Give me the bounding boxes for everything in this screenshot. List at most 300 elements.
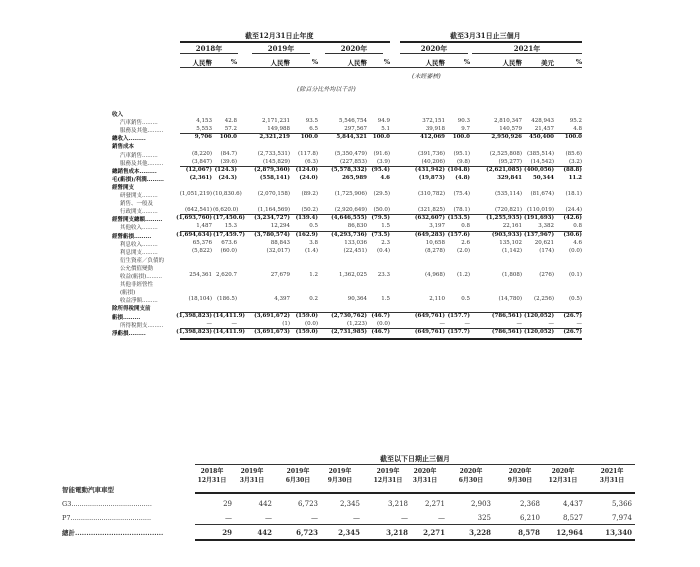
table-cell: (2,733,531) [257,150,290,157]
column-year: 2020年 [459,468,483,475]
table-cell: (30.6) [563,231,582,238]
table-cell: (89.2) [301,191,318,197]
table-cell: (40,206) [421,158,445,165]
table-cell: 133,036 [344,239,367,246]
table-cell: (0.1) [568,272,582,278]
table-cell: 412,069 [420,134,445,141]
table-cell: 0.8 [461,223,470,230]
total-rule [195,524,635,525]
table-cell: (0.0) [376,320,390,327]
header-bottom-rule [180,67,582,68]
delivery-cell: — [438,514,445,522]
row-label: 研發開支......... [120,193,158,199]
table-cell: 2,620.7 [216,272,237,278]
table-cell: (14,411.9) [213,312,245,319]
table-cell: 23.3 [377,272,390,278]
table-cell: (18.1) [565,191,582,197]
column-date: 12月31日 [373,477,403,484]
delivery-cell: 3,218 [386,528,408,537]
table-cell: (95,277) [498,158,522,165]
table-cell: (18,104) [188,296,212,303]
table-cell: (50.2) [301,207,318,214]
column-date: 3月31日 [412,477,438,484]
table-cell: 4,153 [196,118,212,125]
table-cell: 4,397 [274,296,290,303]
table-cell: — [206,320,212,327]
table-cell: (2,730,762) [331,312,367,319]
table-cell: (4,293,736) [331,231,367,238]
column-date: 9月30日 [327,477,353,484]
column-date: 12月31日 [548,477,578,484]
table-cell: 11.2 [568,174,582,181]
model-label: P7....................................... [62,514,152,522]
table-cell: (786,561) [491,312,522,319]
delivery-cell: 2,345 [338,528,360,537]
table-cell: 100.0 [219,134,237,141]
table-cell: (3.9) [376,158,390,165]
table-cell: 5,553 [196,126,212,133]
table-cell: (39.6) [220,158,237,165]
units-note: (除百分比外均以千計) [297,86,356,93]
table-cell: (642,541) [184,207,212,214]
table-cell: (400,056) [524,166,555,173]
table-cell: (124.0) [295,166,318,173]
table-cell: (558,141) [259,174,290,181]
column-date: 6月30日 [458,477,484,484]
currency-header: 人民幣 [425,59,445,67]
table-cell: (24.3) [218,174,237,181]
delivery-cell: 2,271 [423,528,445,537]
row-label: 服務及其他......... [120,160,164,167]
table-cell: (78.1) [453,207,470,214]
table-cell: 9,706 [194,134,212,141]
table2-title: 截至以下日期止三個月 [380,454,450,463]
column-date: 3月31日 [599,477,625,484]
table-cell: (19,873) [418,174,445,181]
table-cell: 1.5 [381,296,390,303]
table-cell: 254,361 [189,272,212,278]
table-cell: (321,825) [417,207,445,214]
currency-header: 人民幣 [502,59,522,67]
table2-title-rule [195,464,635,465]
table1-bottom-rule [180,338,582,340]
currency-header: % [383,58,390,66]
table-cell: 5,844,321 [336,134,367,141]
table-cell: 20,621 [534,239,554,246]
table-cell: 1.5 [381,223,390,230]
table-cell: 12,294 [270,223,290,230]
table-cell: 1.2 [309,272,318,278]
table-cell: 2.3 [381,239,390,246]
table-cell: (120,052) [524,312,555,319]
table-cell: (120,052) [524,328,555,335]
row-label: 其他非經營性 [120,282,154,289]
table-cell: (1) [282,320,290,327]
row-label: 經營開支總額......... [112,217,163,224]
table-cell: (431,942) [414,166,445,173]
table-cell: (0.4) [376,247,390,254]
delivery-cell: — [265,514,272,522]
table-cell: (3,691,673) [254,328,290,335]
table-cell: (632,607) [414,215,445,222]
table-cell: (1,142) [501,247,522,254]
table-cell: 93.5 [305,118,318,125]
table-cell: (81,674) [530,191,554,197]
table-cell: (1.2) [456,272,470,278]
table-cell: (153.5) [447,215,470,222]
column-date: 6月30日 [285,477,311,484]
table-cell: 149,988 [267,126,290,133]
table-cell: (0.0) [568,247,582,254]
table-cell: 0.5 [461,296,470,303]
table-cell: 3,197 [429,223,445,230]
delivery-cell: 3,228 [469,528,491,537]
delivery-cell: — [311,514,318,522]
table-cell: (85.6) [565,150,582,157]
table-cell: (73.5) [371,231,390,238]
currency-header: % [463,58,470,66]
period-rule-quarter [400,41,582,43]
table-cell: 4.6 [380,174,390,181]
year-header: 2020年 [340,44,368,53]
period-rule-year [180,41,390,43]
table-cell: — [439,320,445,327]
table-cell: (3.2) [568,158,582,165]
row-label: 虧損......... [112,314,141,321]
table-cell: (227,853) [339,158,367,165]
table-cell: (1,051,219) [179,191,212,197]
row-label: 銷售、一般及 [120,201,154,208]
table-cell: 50,344 [532,174,554,181]
delivery-cell: 5,366 [611,500,632,508]
table-cell: 135,102 [499,239,522,246]
table-cell: (14,411.9) [213,328,245,335]
table-cell: (50.0) [373,207,390,214]
column-date: 12月31日 [197,477,227,484]
table-cell: (42.6) [563,215,582,222]
year-rule [472,53,582,54]
table-cell: (1,808) [501,272,522,278]
table-cell: (4,646,555) [331,215,367,222]
table-cell: 5.1 [381,126,390,133]
delivery-cell: 2,903 [470,500,491,508]
delivery-cell: — [353,514,360,522]
table-cell: 329,841 [497,174,522,181]
delivery-cell: 8,527 [562,514,583,522]
delivery-cell: 3,218 [387,500,408,508]
table-cell: (8,278) [424,247,445,254]
delivery-cell: 2,368 [519,500,540,508]
row-label: 淨虧損......... [112,330,146,337]
table-cell: (157.7) [447,312,470,319]
row-label: 收入 [112,112,124,118]
column-year: 2019年 [376,468,400,475]
table-cell: (5,350,479) [334,150,367,157]
column-year: 2021年 [600,468,624,475]
delivery-cell: 6,723 [296,528,318,537]
column-year: 2019年 [328,468,352,475]
table-cell: 27,679 [270,272,290,278]
row-label: 所得稅開支......... [120,322,164,329]
table-cell: (9.8) [456,158,470,165]
column-year: 2020年 [551,468,575,475]
row-header: 智能電動汽車車型 [62,486,114,494]
column-year: 2019年 [240,468,264,475]
year-header: 2021年 [513,44,541,53]
currency-header: % [230,58,237,66]
period-header-year: 截至12月31日止年度 [245,31,314,40]
table-cell: (124.3) [214,166,237,173]
currency-header: % [575,58,582,66]
currency-header: 美元 [541,59,554,67]
delivery-cell: 6,723 [297,500,318,508]
table-cell: 22,161 [502,223,522,230]
table-cell: 42.8 [224,118,237,125]
table-cell: — [464,320,470,327]
row-label: 行政開支......... [120,209,158,216]
delivery-cell: 442 [258,500,272,508]
table-cell: 15.3 [224,223,237,230]
row-label: 其他收入......... [120,225,158,232]
table-cell: 90.3 [457,118,470,125]
table-cell: (88.8) [563,166,582,173]
year-rule [252,53,310,54]
delivery-cell: — [225,514,232,522]
table-cell: (46.7) [371,312,390,319]
table-cell: (4,968) [424,272,445,278]
table-cell: (75.4) [453,191,470,197]
table-cell: (26.7) [563,328,582,335]
table-cell: (110,019) [526,207,554,214]
table-cell: (91.6) [373,150,390,157]
table-cell: (6.3) [304,158,318,165]
table-cell: (139.4) [295,215,318,222]
delivery-cell: 29 [223,500,232,508]
row-label: 收益(虧損)......... [120,274,163,280]
delivery-cell: 6,210 [519,514,540,522]
table-cell: (2,256) [533,296,554,303]
table-cell: (12,067) [185,166,212,173]
table-cell: 673.6 [221,239,237,246]
table-cell: (720,821) [494,207,522,214]
table-cell: (649,761) [414,312,445,319]
table-cell: (2,920,649) [334,207,367,214]
table-cell: (1,398,823) [176,328,212,335]
table-cell: 100.0 [452,134,470,141]
table-cell: (535,114) [494,191,522,197]
model-label: 總計....................................... [62,529,164,537]
table-cell: (95.1) [453,150,470,157]
year-header: 2019年 [267,44,295,53]
table-cell: (0.0) [304,320,318,327]
table-cell: (104.8) [447,166,470,173]
row-label: 經營開支 [112,184,135,191]
year-rule [400,53,468,54]
row-label: 汽車銷售......... [120,152,158,159]
table-cell: (145,829) [262,158,290,165]
table-cell: (22,451) [343,247,367,254]
table-cell: 0.2 [309,296,318,303]
table-cell: 4.6 [573,239,582,246]
currency-header: 人民幣 [347,59,367,67]
delivery-cell: 7,974 [611,514,632,522]
delivery-cell: 12,964 [556,528,583,537]
table-cell: (3,847) [191,158,212,165]
row-label: (虧損) [120,290,136,297]
year-rule [180,53,238,54]
table-cell: — [576,320,582,327]
row-label: 經營虧損......... [112,233,152,240]
table-cell: 265,989 [342,174,367,181]
table2-header-rule [195,492,635,494]
row-label: 公允價值變動 [120,265,154,272]
table-cell: (1,725,906) [334,191,367,197]
table-cell: 2.6 [461,239,470,246]
table-cell: (1,223) [346,320,367,327]
table-cell: (186.5) [216,296,237,303]
table-cell: 2,110 [429,296,445,303]
table-cell: (24.0) [299,174,318,181]
delivery-cell: 13,340 [605,528,632,537]
table-cell: (46.7) [371,328,390,335]
column-year: 2019年 [286,468,310,475]
row-label: 服務及其他......... [120,128,164,135]
table-cell: (157.7) [447,328,470,335]
column-year: 2018年 [200,468,224,475]
model-label: G3....................................... [62,500,152,508]
delivery-cell: 442 [257,528,272,537]
table-cell: (79.5) [371,215,390,222]
table-cell: (649,283) [414,231,445,238]
table-cell: 3,382 [538,223,554,230]
table-cell: — [516,320,522,327]
table-cell: 0.5 [309,223,318,230]
table-cell: 100.0 [564,134,582,141]
table-cell: (1,164,569) [257,207,290,214]
table-cell: (1,398,823) [176,312,212,319]
delivery-cell: 2,345 [339,500,360,508]
table-cell: 39,918 [425,126,445,133]
table-cell: (60.0) [220,247,237,254]
table-cell: 3.8 [309,239,318,246]
table-cell: (95.4) [371,166,390,173]
row-label: 除所得稅開支前 [112,306,151,313]
table-cell: (14,542) [530,158,554,165]
table-cell: 95.2 [569,118,582,125]
table-cell: (159.0) [295,328,318,335]
year-header: 2018年 [195,44,223,53]
table-cell: 297,567 [344,126,367,133]
table-cell: (1,693,760) [176,215,212,222]
delivery-cell: 29 [222,528,232,537]
column-year: 2020年 [508,468,532,475]
table-cell: 4.8 [573,126,582,133]
table-cell: (29.5) [373,191,390,197]
table-cell: (786,561) [491,328,522,335]
table-cell: (2,361) [189,174,212,181]
table-cell: (4.8) [455,174,470,181]
table-cell: 1,362,025 [339,272,367,278]
table-cell: (649,761) [414,328,445,335]
table-cell: (117.8) [297,150,318,157]
table-cell: 2,950,926 [491,134,522,141]
table-cell: (84.7) [220,150,237,157]
table-cell: 90,364 [347,296,367,303]
table-cell: 2,321,219 [259,134,290,141]
table-cell: (174) [539,247,554,254]
table-cell: 5,546,754 [339,118,367,125]
table-cell: 140,579 [499,126,522,133]
table-cell: (2,070,158) [257,191,290,197]
unaudited-note: (未經審核) [412,73,441,80]
table-cell: (2.0) [456,247,470,254]
table-cell: (1.4) [304,247,318,254]
column-date: 9月30日 [507,477,533,484]
row-label: 衍生資產／負債的 [120,257,165,264]
table-cell: (1,255,935) [486,215,522,222]
delivery-cell: 2,271 [424,500,445,508]
period-header-quarter: 截至3月31日止三個月 [450,31,521,40]
currency-header: 人民幣 [192,59,212,67]
table-cell: (3,691,672) [254,312,290,319]
delivery-cell: 4,437 [562,500,583,508]
table-cell: 9.7 [461,126,470,133]
table-cell: (2,879,360) [254,166,290,173]
delivery-cell: — [401,514,408,522]
year-header: 2020年 [420,44,448,53]
table-cell: (24.4) [565,207,582,214]
table-cell: (3,780,574) [254,231,290,238]
row-label: 汽車銷售......... [120,120,158,127]
table-cell: (17,459.7) [213,231,245,238]
delivery-cell: 8,578 [518,528,540,537]
table-cell: (32,017) [266,247,290,254]
row-label: 利息收入......... [120,241,158,248]
table-cell: (2,731,985) [331,328,367,335]
table-cell: (3,234,727) [254,215,290,222]
table-cell: (191,693) [524,215,555,222]
table2-bottom-rule [195,539,635,541]
table-cell: 6.5 [309,126,318,133]
table-cell: (5,578,332) [331,166,367,173]
column-year: 2020年 [413,468,437,475]
table-cell: (903,933) [491,231,522,238]
table-cell: (0.5) [568,296,582,303]
row-label: 毛(虧損)/利潤......... [112,176,164,183]
table-cell: (385,514) [526,150,554,157]
table-cell: (10,830.6) [213,191,242,197]
row-label: 總收入......... [112,136,146,143]
table-cell: (157.6) [447,231,470,238]
row-label: 收益淨額......... [120,298,158,305]
row-label: 利息開支......... [120,249,158,256]
currency-header: % [311,58,318,66]
table-cell: 57.2 [224,126,237,133]
table-cell: (6,620.0) [213,207,239,214]
table-cell: (159.0) [295,312,318,319]
table-cell: 10,658 [425,239,445,246]
table-cell: (162.9) [295,231,318,238]
row-label: 銷售成本 [112,144,135,151]
table-cell: 100.0 [300,134,318,141]
table-cell: (391,736) [417,150,445,157]
table-cell: — [231,320,237,327]
table-cell: (26.7) [563,312,582,319]
table-cell: 21,457 [534,126,554,133]
table-cell: 0.8 [573,223,582,230]
table-cell: 372,151 [422,118,445,125]
table-cell: 428,943 [531,118,554,125]
